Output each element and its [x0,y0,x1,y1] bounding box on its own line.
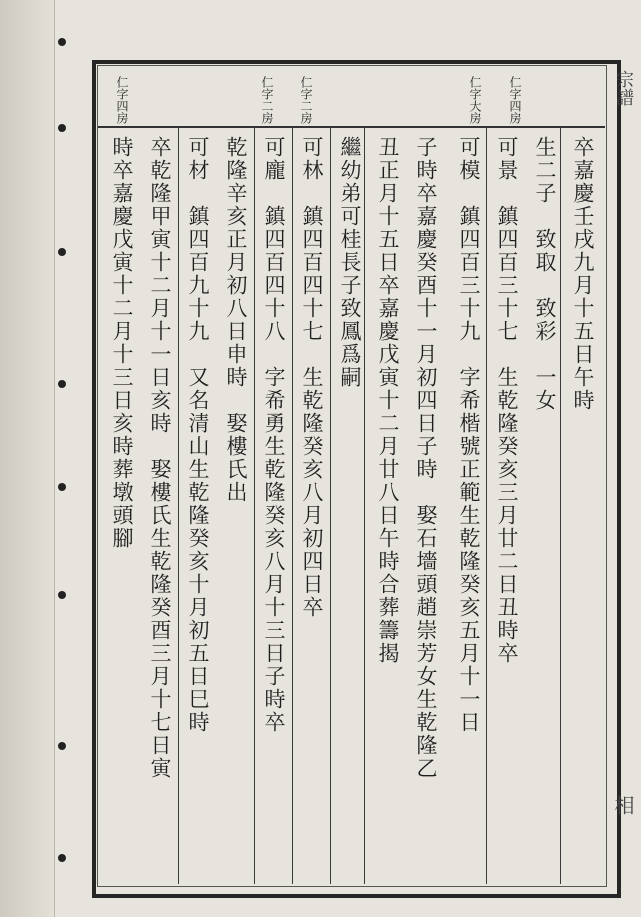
column-divider [560,126,561,884]
column-divider [330,126,331,884]
binding-hole [58,591,66,599]
text-column-7: 繼幼弟可桂長子致鳳爲嗣 [338,136,362,389]
text-column-1: 卒嘉慶壬戌九月十五日午時 [571,136,595,412]
text-column-12: 卒乾隆甲寅十二月十一日亥時 娶樓氏生乾隆癸酉三月十七日寅 [148,136,172,780]
edge-text-top: 宗譜 [613,70,634,106]
text-column-5: 子時卒嘉慶癸酉十一月初四日子時 娶石墻頭趙崇芳女生乾隆乙 [414,136,438,780]
column-divider [178,126,179,884]
column-divider [254,126,255,884]
binding-spine [0,0,55,917]
binding-hole [58,742,66,750]
header-label-3: 仁字二房 [299,76,313,124]
header-label-2: 仁字二房 [260,76,274,124]
binding-hole [58,38,66,46]
text-column-4: 可模 鎮四百三十九 字希楷號正範生乾隆癸亥五月十一日 [457,136,481,734]
text-column-10: 乾隆辛亥正月初八日申時 娶樓氏出 [224,136,248,504]
header-band [98,66,605,128]
column-divider [486,126,487,884]
text-column-13: 時卒嘉慶戊寅十二月十三日亥時葬墩頭腳 [110,136,134,550]
header-label-4: 仁字大房 [468,76,482,124]
binding-hole [58,854,66,862]
edge-text-bottom: 相 [611,795,635,815]
binding-hole [58,248,66,256]
header-label-5: 仁字四房 [508,76,522,124]
column-divider [292,126,293,884]
text-column-9: 可龐 鎮四百四十八 字希勇生乾隆癸亥八月十三日子時卒 [262,136,286,734]
text-column-8: 可林 鎮四百四十七 生乾隆癸亥八月初四日卒 [300,136,324,619]
text-column-6: 丑正月十五日卒嘉慶戊寅十二月廿八日午時合葬籌揭 [376,136,400,665]
binding-hole [58,380,66,388]
column-divider [364,126,365,884]
text-column-2: 生二子 致取 致彩 一女 [533,136,557,412]
binding-hole [58,124,66,132]
header-label-1: 仁字四房 [115,76,129,124]
binding-hole [58,483,66,491]
text-column-3: 可景 鎮四百三十七 生乾隆癸亥三月廿二日丑時卒 [495,136,519,665]
text-column-11: 可材 鎮四百九十九 又名清山生乾隆癸亥十月初五日巳時 [186,136,210,734]
